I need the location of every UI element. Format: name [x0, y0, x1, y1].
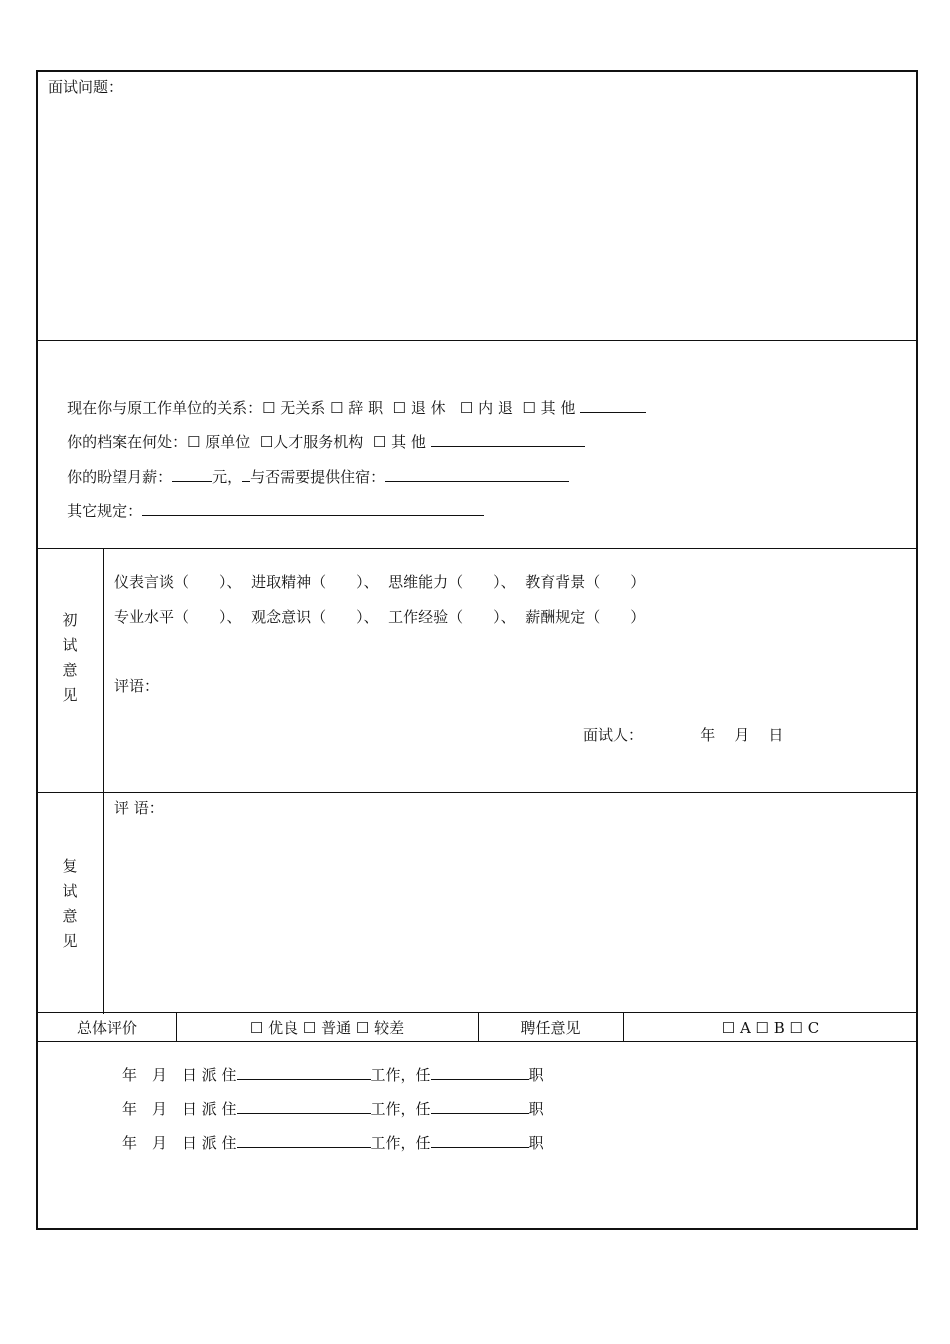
interviewer-label: 面试人：: [583, 726, 644, 744]
relation-option-retire[interactable]: ☐ 退 休: [392, 399, 446, 417]
divider: [38, 792, 916, 793]
housing-blank[interactable]: [385, 467, 569, 482]
hire-options[interactable]: ☐ A ☐ B ☐ C: [721, 1019, 820, 1037]
other-rules-blank[interactable]: [142, 501, 484, 516]
relation-label: 现在你与原工作单位的关系：: [67, 399, 263, 417]
assignment-post-blank[interactable]: [431, 1099, 529, 1114]
relation-option-none[interactable]: ☐ 无关系: [262, 399, 326, 417]
first-interview-comment-label: 评语：: [114, 677, 160, 695]
date-year: 年: [700, 726, 716, 744]
relation-other-blank[interactable]: [580, 398, 646, 413]
date-day: 日: [768, 726, 784, 744]
criteria-thinking[interactable]: 思维能力（ ）、: [388, 573, 516, 591]
other-rules-row: [48, 483, 484, 538]
salary-unit: 元，: [212, 468, 243, 486]
criteria-expertise[interactable]: 专业水平（ ）、: [114, 608, 242, 626]
criteria-education[interactable]: 教育背景（ ）: [525, 573, 646, 591]
assignment-location-blank[interactable]: [237, 1099, 371, 1114]
criteria-awareness[interactable]: 观念意识（ ）、: [251, 608, 379, 626]
other-rules-label: 其它规定：: [67, 502, 143, 520]
salary-blank[interactable]: [172, 467, 212, 482]
archive-option-talent-center[interactable]: ☐人才服务机构: [259, 433, 364, 451]
side-column-divider: [103, 548, 104, 1014]
salary-label: 你的盼望月薪：: [67, 468, 173, 486]
archive-option-original[interactable]: ☐ 原单位: [187, 433, 251, 451]
criteria-appearance[interactable]: 仪表言谈（ ）、: [114, 573, 242, 591]
housing-prefix-blank[interactable]: [242, 467, 250, 482]
assignment-row: 年 月 日 派 住 工作，任 职: [122, 1100, 544, 1118]
overall-options[interactable]: ☐ 优良 ☐ 普通 ☐ 较差: [249, 1019, 405, 1037]
assignment-post-blank[interactable]: [431, 1065, 529, 1080]
criteria-salary-rule[interactable]: 薪酬规定（ ）: [525, 608, 646, 626]
housing-label: 与否需要提供住宿：: [250, 468, 386, 486]
date-month: 月: [734, 726, 750, 744]
first-interview-row2: [114, 608, 645, 626]
divider: [38, 1041, 916, 1042]
assignment-location-blank[interactable]: [237, 1065, 371, 1080]
interview-questions-area[interactable]: [38, 92, 916, 332]
divider: [38, 548, 916, 549]
criteria-enterprise[interactable]: 进取精神（ ）、: [251, 573, 379, 591]
divider: [38, 340, 916, 341]
first-interview-side-label: 初 试 意 见: [62, 611, 78, 704]
second-interview-comment-label: 评 语：: [114, 799, 164, 817]
interview-questions-label: 面试问题：: [48, 78, 124, 96]
overall-label: 总体评价: [76, 1019, 137, 1037]
criteria-experience[interactable]: 工作经验（ ）、: [388, 608, 516, 626]
archive-label: 你的档案在何处：: [67, 433, 188, 451]
divider: [38, 1012, 916, 1013]
second-interview-side-label: 复 试 意 见: [62, 857, 78, 950]
archive-option-other[interactable]: ☐ 其 他: [372, 433, 426, 451]
first-interview-row1: [114, 573, 645, 591]
hire-label: 聘任意见: [520, 1019, 581, 1037]
assignment-post-blank[interactable]: [431, 1133, 529, 1148]
first-interview-signature: [583, 726, 783, 744]
archive-other-blank[interactable]: [431, 432, 585, 447]
relation-option-internal-retire[interactable]: ☐ 内 退: [459, 399, 513, 417]
assignment-row: 年 月 日 派 住 工作，任 职: [122, 1134, 544, 1152]
relation-option-other[interactable]: ☐ 其 他: [522, 399, 576, 417]
assignment-location-blank[interactable]: [237, 1133, 371, 1148]
interview-form: [36, 70, 918, 1230]
assignment-row: 年 月 日 派 住 工作，任 职: [122, 1066, 544, 1084]
relation-option-resign[interactable]: ☐ 辞 职: [330, 399, 384, 417]
